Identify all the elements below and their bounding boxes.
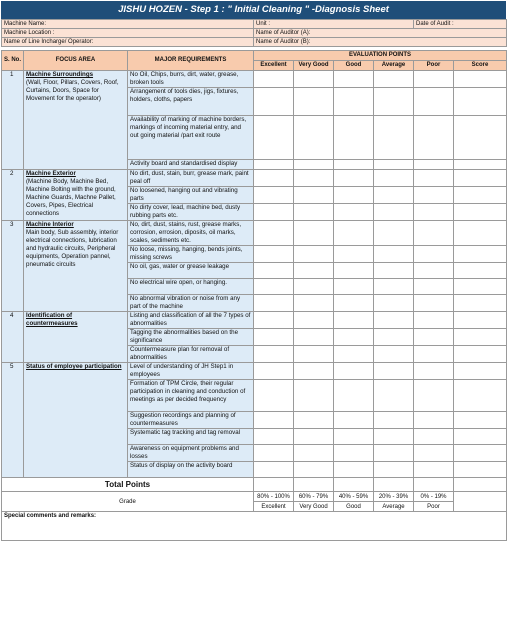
score-input-cell[interactable] (454, 412, 507, 429)
poor-input-cell[interactable] (414, 221, 454, 246)
good-input-cell[interactable] (334, 88, 374, 116)
requirement-cell: No loosened, hanging out and vibrating parts (128, 187, 254, 204)
requirement-cell: Activity board and standardised display (128, 160, 254, 170)
requirement-cell: No dirt, dust, stain, burr, grease mark, paint peal off (128, 170, 254, 187)
focus-area-header: FOCUS AREA (24, 51, 128, 71)
grade-name-average: Average (374, 502, 414, 512)
auditor-b-field[interactable]: Name of Auditor (B): (254, 38, 507, 47)
excellent-input-cell[interactable] (254, 445, 294, 462)
good-input-cell[interactable] (334, 279, 374, 295)
requirement-cell: No dirty cover, lead, machine bed, dusty rubbing parts etc. (128, 204, 254, 221)
table-row (2, 312, 507, 329)
good-input-cell[interactable] (334, 71, 374, 88)
good-input-cell[interactable] (334, 295, 374, 312)
poor-input-cell[interactable] (414, 88, 454, 116)
requirement-cell: Awareness on equipment problems and losses (128, 445, 254, 462)
very-good-input-cell[interactable] (294, 295, 334, 312)
good-input-cell[interactable] (334, 263, 374, 279)
score-input-cell[interactable] (454, 71, 507, 88)
poor-input-cell[interactable] (414, 263, 454, 279)
good-input-cell[interactable] (334, 204, 374, 221)
score-input-cell[interactable] (454, 246, 507, 263)
poor-input-cell[interactable] (414, 295, 454, 312)
requirement-cell: Systematic tag tracking and tag removal (128, 429, 254, 445)
excellent-input-cell[interactable] (254, 88, 294, 116)
requirement-cell: Arrangement of tools dies, jigs, fixtures, holders, cloths, papers (128, 88, 254, 116)
excellent-input-cell[interactable] (254, 380, 294, 412)
poor-input-cell[interactable] (414, 462, 454, 478)
good-input-cell[interactable] (334, 445, 374, 462)
score-input-cell[interactable] (454, 263, 507, 279)
focus-area-description: (Wall, Floor, Pillars, Covers, Roof, Curtains, Doors, Space for Movement for the operator) (26, 79, 119, 102)
grade-range-good: 40% - 59% (334, 492, 374, 502)
poor-input-cell[interactable] (414, 429, 454, 445)
score-input-cell[interactable] (454, 279, 507, 295)
score-input-cell[interactable] (454, 88, 507, 116)
score-input-cell[interactable] (454, 116, 507, 160)
requirement-cell: Countermeasure plan for removal of abnormalities (128, 346, 254, 363)
excellent-input-cell[interactable] (254, 71, 294, 88)
very-good-input-cell[interactable] (294, 363, 334, 380)
evaluation-points-header: EVALUATION POINTS (254, 51, 507, 61)
excellent-header: Excellent (254, 61, 294, 71)
grade-range-average: 20% - 39% (374, 492, 414, 502)
good-input-cell[interactable] (334, 187, 374, 204)
poor-input-cell[interactable] (414, 279, 454, 295)
excellent-input-cell[interactable] (254, 246, 294, 263)
very-good-input-cell[interactable] (294, 380, 334, 412)
good-input-cell[interactable] (334, 170, 374, 187)
evaluation-table (1, 50, 507, 541)
poor-input-cell[interactable] (414, 116, 454, 160)
average-input-cell[interactable] (374, 445, 414, 462)
excellent-input-cell[interactable] (254, 187, 294, 204)
poor-input-cell[interactable] (414, 329, 454, 346)
excellent-input-cell[interactable] (254, 312, 294, 329)
very-good-input-cell[interactable] (294, 462, 334, 478)
good-input-cell[interactable] (334, 160, 374, 170)
requirement-cell: Tagging the abnormalities based on the significance (128, 329, 254, 346)
score-input-cell[interactable] (454, 170, 507, 187)
requirement-cell: No abnormal vibration or noise from any part of the machine (128, 295, 254, 312)
very-good-input-cell[interactable] (294, 88, 334, 116)
table-row (2, 71, 507, 88)
very-good-input-cell[interactable] (294, 160, 334, 170)
grade-name-good: Good (334, 502, 374, 512)
average-input-cell[interactable] (374, 346, 414, 363)
good-input-cell[interactable] (334, 462, 374, 478)
average-input-cell[interactable] (374, 170, 414, 187)
good-input-cell[interactable] (334, 312, 374, 329)
section-number: 5 (2, 363, 24, 478)
poor-input-cell[interactable] (414, 312, 454, 329)
average-input-cell[interactable] (374, 263, 414, 279)
grade-name-very-good: Very Good (294, 502, 334, 512)
very-good-input-cell[interactable] (294, 187, 334, 204)
average-input-cell[interactable] (374, 204, 414, 221)
excellent-input-cell[interactable] (254, 116, 294, 160)
very-good-input-cell[interactable] (294, 329, 334, 346)
score-input-cell[interactable] (454, 221, 507, 246)
sections-body (2, 71, 507, 478)
requirement-cell: Suggestion recordings and planning of countermeasures (128, 412, 254, 429)
score-header: Score (454, 61, 507, 71)
focus-area-cell (24, 221, 128, 312)
focus-area-title: Identification of countermeasures (26, 312, 78, 327)
excellent-input-cell[interactable] (254, 221, 294, 246)
grade-range-poor: 0% - 19% (414, 492, 454, 502)
very-good-input-cell[interactable] (294, 221, 334, 246)
requirement-cell: No electrical wire open, or hanging. (128, 279, 254, 295)
requirement-cell: No, dirt, dust, stains, rust, grease marks, corrosion, errosion, diposits, oil marks, scales, sediments etc. (128, 221, 254, 246)
very-good-input-cell[interactable] (294, 170, 334, 187)
section-number: 3 (2, 221, 24, 312)
focus-area-title: Machine Interior (26, 221, 74, 228)
total-average-cell[interactable] (374, 478, 414, 492)
grade-name-poor: Poor (414, 502, 454, 512)
very-good-input-cell[interactable] (294, 312, 334, 329)
excellent-input-cell[interactable] (254, 160, 294, 170)
requirement-cell: Status of display on the activity board (128, 462, 254, 478)
score-input-cell[interactable] (454, 363, 507, 380)
very-good-input-cell[interactable] (294, 412, 334, 429)
requirement-cell: No loose, missing, hanging, bends joints, missing screws (128, 246, 254, 263)
sno-header: S. No. (2, 51, 24, 71)
requirement-cell: Level of understanding of JH Step1 in employees (128, 363, 254, 380)
average-input-cell[interactable] (374, 116, 414, 160)
sheet-title: JISHU HOZEN - Step 1 : " Initial Cleaning " -Diagnosis Sheet (1, 1, 506, 19)
score-input-cell[interactable] (454, 295, 507, 312)
score-input-cell[interactable] (454, 346, 507, 363)
requirement-cell: Listing and classification of all the 7 types of abnormalities (128, 312, 254, 329)
excellent-input-cell[interactable] (254, 329, 294, 346)
good-input-cell[interactable] (334, 346, 374, 363)
requirement-cell: No oil, gas, water or grease leakage (128, 263, 254, 279)
focus-area-cell (24, 170, 128, 221)
focus-area-description: Main body, Sub assembly, interior electrical connections, lubrication and hydraulic circuits, Peripheral equipments, Operation pannel, pneumatic circuits (26, 229, 119, 268)
good-input-cell[interactable] (334, 363, 374, 380)
focus-area-title: Status of employee participation (26, 363, 122, 370)
very-good-header: Very Good (294, 61, 334, 71)
very-good-input-cell[interactable] (294, 279, 334, 295)
excellent-input-cell[interactable] (254, 204, 294, 221)
average-input-cell[interactable] (374, 363, 414, 380)
poor-input-cell[interactable] (414, 187, 454, 204)
average-input-cell[interactable] (374, 221, 414, 246)
poor-input-cell[interactable] (414, 246, 454, 263)
good-input-cell[interactable] (334, 116, 374, 160)
average-input-cell[interactable] (374, 429, 414, 445)
average-input-cell[interactable] (374, 88, 414, 116)
average-header: Average (374, 61, 414, 71)
very-good-input-cell[interactable] (294, 346, 334, 363)
focus-area-description: (Machine Body, Machine Bed, Machine Bolting with the ground, Machine Guards, Machne Pallet, Covers, Pipes, Electrical connections (26, 178, 116, 217)
average-input-cell[interactable] (374, 71, 414, 88)
total-very-good-cell[interactable] (294, 478, 334, 492)
score-input-cell[interactable] (454, 380, 507, 412)
total-poor-cell[interactable] (414, 478, 454, 492)
good-input-cell[interactable] (334, 380, 374, 412)
requirement-cell: No Oil, Chips, burrs, dirt, water, grease, broken tools (128, 71, 254, 88)
good-input-cell[interactable] (334, 221, 374, 246)
score-input-cell[interactable] (454, 204, 507, 221)
poor-input-cell[interactable] (414, 412, 454, 429)
average-input-cell[interactable] (374, 187, 414, 204)
score-input-cell[interactable] (454, 329, 507, 346)
very-good-input-cell[interactable] (294, 246, 334, 263)
excellent-input-cell[interactable] (254, 346, 294, 363)
poor-input-cell[interactable] (414, 170, 454, 187)
grade-name-excellent: Excellent (254, 502, 294, 512)
date-of-audit-field[interactable]: Date of Audit : (414, 20, 507, 29)
average-input-cell[interactable] (374, 380, 414, 412)
table-row (2, 170, 507, 187)
good-input-cell[interactable] (334, 329, 374, 346)
total-score-cell[interactable] (454, 478, 507, 492)
very-good-input-cell[interactable] (294, 71, 334, 88)
poor-input-cell[interactable] (414, 71, 454, 88)
line-incharge-field[interactable]: Name of Line Incharge/ Operator: (2, 38, 254, 47)
score-input-cell[interactable] (454, 160, 507, 170)
focus-area-cell (24, 71, 128, 170)
average-input-cell[interactable] (374, 295, 414, 312)
grade-result-cell[interactable] (454, 492, 507, 512)
score-input-cell[interactable] (454, 445, 507, 462)
excellent-input-cell[interactable] (254, 363, 294, 380)
grade-label: Grade (2, 492, 254, 512)
machine-location-field[interactable]: Machine Location : (2, 29, 254, 38)
poor-input-cell[interactable] (414, 445, 454, 462)
poor-input-cell[interactable] (414, 363, 454, 380)
section-number: 2 (2, 170, 24, 221)
good-input-cell[interactable] (334, 246, 374, 263)
focus-area-title: Machine Exterior (26, 170, 76, 177)
info-table (1, 19, 507, 47)
section-number: 4 (2, 312, 24, 363)
excellent-input-cell[interactable] (254, 295, 294, 312)
poor-input-cell[interactable] (414, 346, 454, 363)
excellent-input-cell[interactable] (254, 263, 294, 279)
average-input-cell[interactable] (374, 412, 414, 429)
excellent-input-cell[interactable] (254, 170, 294, 187)
total-points-label: Total Points (2, 478, 254, 492)
average-input-cell[interactable] (374, 279, 414, 295)
poor-input-cell[interactable] (414, 204, 454, 221)
special-remarks-field[interactable]: Special comments and remarks: (2, 512, 507, 541)
table-row (2, 363, 507, 380)
auditor-a-field[interactable]: Name of Auditor (A): (254, 29, 507, 38)
poor-input-cell[interactable] (414, 380, 454, 412)
grade-range-excellent: 80% - 100% (254, 492, 294, 502)
poor-input-cell[interactable] (414, 160, 454, 170)
excellent-input-cell[interactable] (254, 412, 294, 429)
good-header: Good (334, 61, 374, 71)
average-input-cell[interactable] (374, 160, 414, 170)
score-input-cell[interactable] (454, 312, 507, 329)
very-good-input-cell[interactable] (294, 263, 334, 279)
section-number: 1 (2, 71, 24, 170)
focus-area-cell (24, 312, 128, 363)
requirement-cell: Availability of marking of machine borders, markings of incoming material entry, and out going material /part exit route (128, 116, 254, 160)
good-input-cell[interactable] (334, 429, 374, 445)
total-excellent-cell[interactable] (254, 478, 294, 492)
very-good-input-cell[interactable] (294, 116, 334, 160)
score-input-cell[interactable] (454, 429, 507, 445)
major-requirements-header: MAJOR REQUIREMENTS (128, 51, 254, 71)
total-good-cell[interactable] (334, 478, 374, 492)
score-input-cell[interactable] (454, 187, 507, 204)
focus-area-cell (24, 363, 128, 478)
focus-area-title: Machine Surroundings (26, 71, 94, 78)
average-input-cell[interactable] (374, 312, 414, 329)
excellent-input-cell[interactable] (254, 279, 294, 295)
requirement-cell: Formation of TPM Circle, their regular participation in cleaning and conduction of meetings as per decided frequency (128, 380, 254, 412)
machine-name-field[interactable]: Machine Name: (2, 20, 254, 29)
grade-range-very-good: 60% - 79% (294, 492, 334, 502)
good-input-cell[interactable] (334, 412, 374, 429)
very-good-input-cell[interactable] (294, 429, 334, 445)
very-good-input-cell[interactable] (294, 445, 334, 462)
poor-header: Poor (414, 61, 454, 71)
unit-field[interactable]: Unit : (254, 20, 414, 29)
excellent-input-cell[interactable] (254, 429, 294, 445)
very-good-input-cell[interactable] (294, 204, 334, 221)
average-input-cell[interactable] (374, 246, 414, 263)
table-row (2, 221, 507, 246)
average-input-cell[interactable] (374, 329, 414, 346)
average-input-cell[interactable] (374, 462, 414, 478)
excellent-input-cell[interactable] (254, 462, 294, 478)
score-input-cell[interactable] (454, 462, 507, 478)
